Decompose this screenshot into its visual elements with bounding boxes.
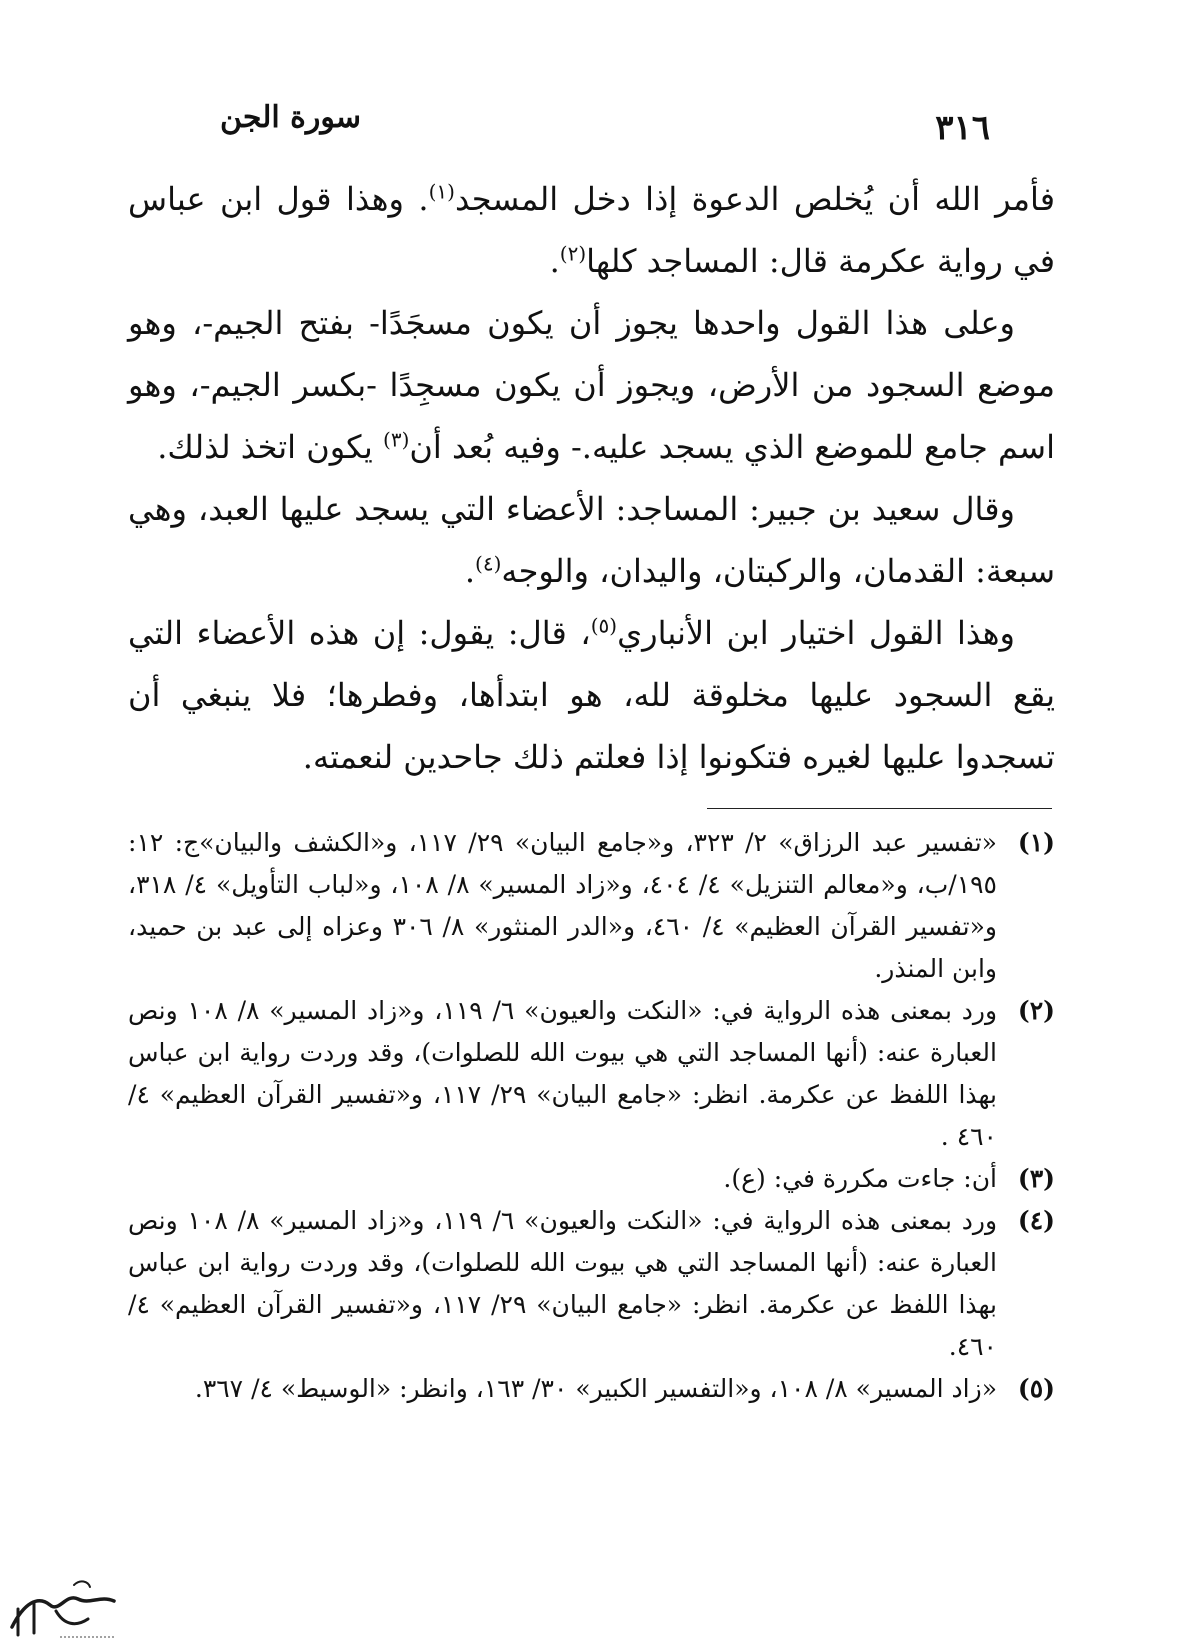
paragraph: وهذا القول اختيار ابن الأنباري$^{(٥)}$، قال: يقول: إن هذه الأعضاء التي يقع السجود عليها مخلوقة لله، هو ابتدأها، وفطرها؛ فلا ينبغي أن تسجدوا عليها لغيره فتكونوا إذا فعلتم ذلك جاحدين لنعمته. — [128, 613, 1055, 776]
page-header — [200, 100, 990, 150]
footnote-number: (٢) — [1017, 996, 1055, 1025]
footnote-number: (١) — [1017, 828, 1055, 857]
footnote-text: أن: جاءت مكررة في: (ع). — [723, 1164, 997, 1193]
footnote — [128, 1368, 1055, 1410]
footnotes — [128, 822, 1055, 1410]
footnote — [128, 1158, 1055, 1200]
footnote-number: (٥) — [1017, 1374, 1055, 1403]
footnote-divider — [707, 808, 1052, 809]
paragraph: فأمر الله أن يُخلص الدعوة إذا دخل المسجد$^{(١)}$. وهذا قول ابن عباس في رواية عكرمة قال: المساجد كلها$^{(٢)}$. — [128, 179, 1056, 280]
footnote-text: ورد بمعنى هذه الرواية في: «النكت والعيون» ٦/ ١١٩، و«زاد المسير» ٨/ ١٠٨ ونص العبارة عنه: (أنها المساجد التي هي بيوت الله للصلوات)، وقد وردت رواية ابن عباس بهذا اللفظ عن عكرمة. انظر: «جامع البيان» ٢٩/ ١١٧، و«تفسير القرآن العظيم» ٤/ ٤٦٠ . — [128, 996, 998, 1151]
footnote-ref[interactable]: (٤) — [475, 551, 502, 576]
footnote-ref[interactable]: (١) — [428, 179, 455, 204]
footnote-ref[interactable]: (٢) — [559, 241, 587, 266]
footnote-text: «زاد المسير» ٨/ ١٠٨، و«التفسير الكبير» ٣٠/ ١٦٣، وانظر: «الوسيط» ٤/ ٣٦٧. — [194, 1374, 997, 1403]
footnote-number: (٣) — [1017, 1164, 1055, 1193]
footnote-text: «تفسير عبد الرزاق» ٢/ ٣٢٣، و«جامع البيان» ٢٩/ ١١٧، و«الكشف والبيان»ج: ١٢: ١٩٥/ب، و«معالم التنزيل» ٤/ ٤٠٤، و«زاد المسير» ٨/ ١٠٨، و«لباب التأويل» ٤/ ٣١٨، و«تفسير القرآن العظيم» ٤/ ٤٦٠، و«الدر المنثور» ٨/ ٣٠٦ وعزاه إلى عبد بن حميد، وابن المنذر. — [128, 828, 997, 983]
calligraphy-logo — [4, 1575, 124, 1645]
main-text — [128, 168, 1055, 788]
surah-title: سورة الجن — [220, 100, 361, 135]
footnote-ref[interactable]: (٣) — [383, 427, 410, 452]
paragraph: وقال سعيد بن جبير: المساجد: الأعضاء التي يسجد عليها العبد، وهي سبعة: القدمان، والركبتان، واليدان، والوجه$^{(٤)}$. — [128, 490, 1055, 590]
footnote-text: ورد بمعنى هذه الرواية في: «النكت والعيون» ٦/ ١١٩، و«زاد المسير» ٨/ ١٠٨ ونص العبارة عنه: (أنها المساجد التي هي بيوت الله للصلوات)، وقد وردت رواية ابن عباس بهذا اللفظ عن عكرمة. انظر: «جامع البيان» ٢٩/ ١١٧، و«تفسير القرآن العظيم» ٤/ ٤٦٠. — [128, 1206, 998, 1361]
page-number: ٣١٦ — [935, 108, 990, 148]
footnote-number: (٤) — [1017, 1206, 1055, 1235]
footnote — [128, 1200, 1055, 1368]
paragraph: وعلى هذا القول واحدها يجوز أن يكون مسجَدًا- بفتح الجيم-، وهو موضع السجود من الأرض، ويجوز أن يكون مسجِدًا -بكسر الجيم-، وهو اسم جامع للموضع الذي يسجد عليه.- وفيه بُعد أن$^{(٣)}$ يكون اتخذ لذلك. — [128, 304, 1056, 466]
footnote — [128, 822, 1055, 990]
footnote-ref[interactable]: (٥) — [590, 613, 618, 638]
footnote — [128, 990, 1055, 1158]
